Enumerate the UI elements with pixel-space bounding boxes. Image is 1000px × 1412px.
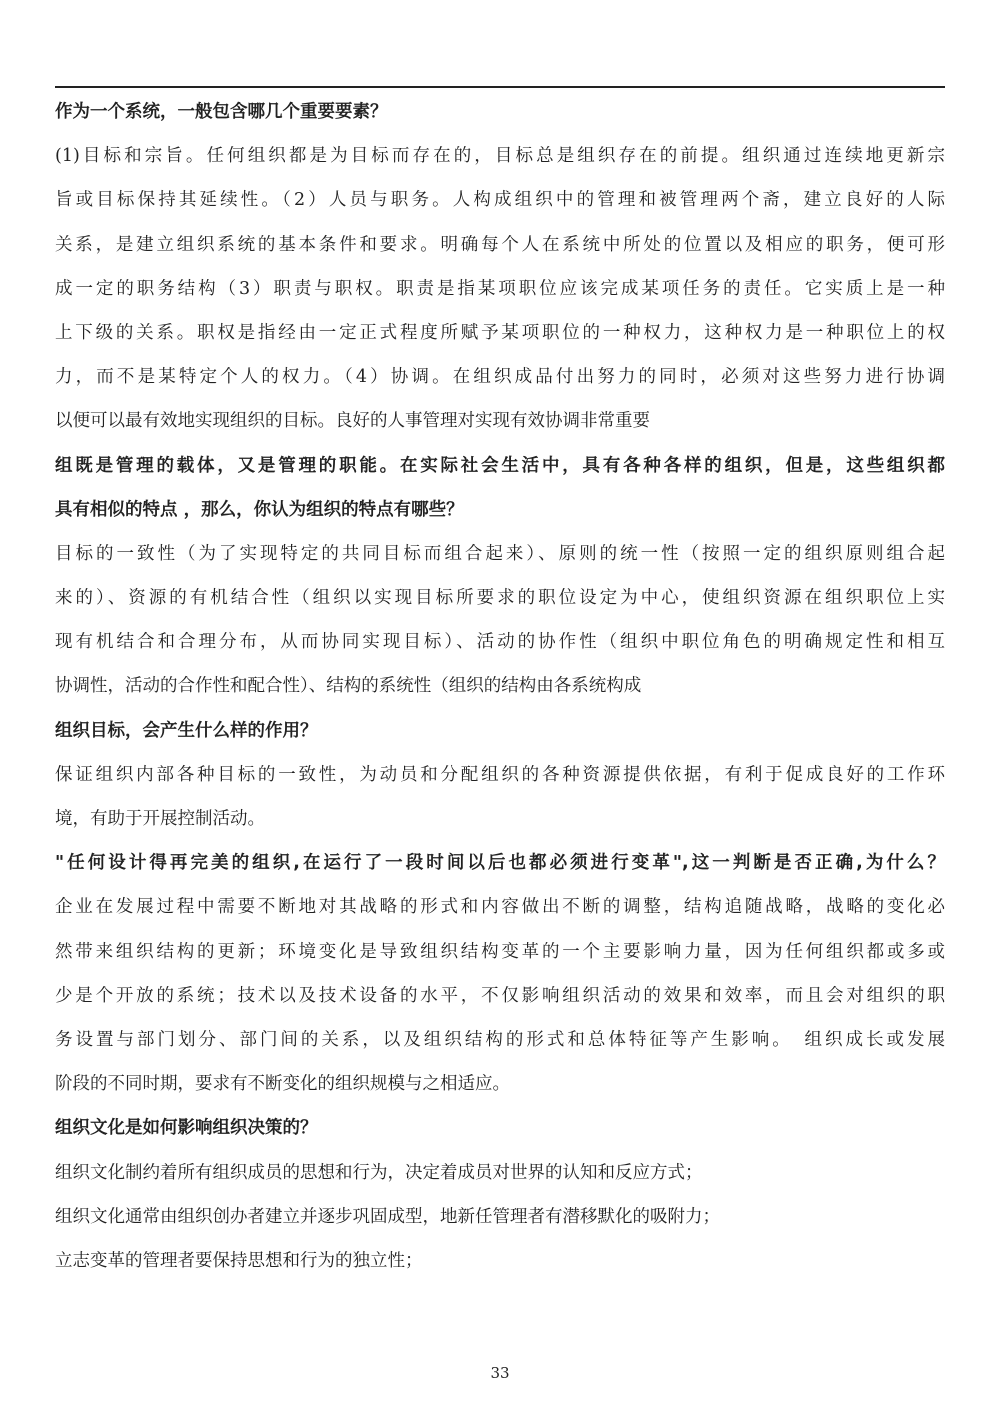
answer-4-line-1: 企业在发展过程中需要不断地对其战略的形式和内容做出不断的调整，结构追随战略，战略的变化必 xyxy=(55,897,945,918)
answer-3-line-2: 境，有助于开展控制活动。 xyxy=(55,809,265,829)
answer-4-line-3: 少是个开放的系统；技术以及技术设备的水平，不仅影响组织活动的效果和效率，而且会对组织的职 xyxy=(55,985,945,1006)
document-body xyxy=(55,90,945,1283)
answer-1-line-5: 上下级的关系。职权是指经由一定正式程度所赋予某项职位的一种权力，这种权力是一种职位上的权 xyxy=(55,322,945,343)
answer-4-line-2: 然带来组织结构的更新；环境变化是导致组织结构变革的一个主要影响力量，因为任何组织都或多或 xyxy=(55,941,945,962)
answer-4-line-4: 务设置与部门划分、部门间的关系，以及组织结构的形式和总体特征等产生影响。 组织成长或发展 xyxy=(55,1029,945,1050)
answer-1-line-1: (1)目标和宗旨。任何组织都是为目标而存在的，目标总是组织存在的前提。组织通过连续地更新宗 xyxy=(55,146,945,167)
answer-1-line-6: 力，而不是某特定个人的权力。（4）协调。在组织成品付出努力的同时，必须对这些努力进行协调 xyxy=(55,367,945,388)
answer-1-line-7: 以便可以最有效地实现组织的目标。良好的人事管理对实现有效协调非常重要 xyxy=(55,411,650,432)
answer-1-line-4: 成一定的职务结构（3）职责与职权。职责是指某项职位应该完成某项任务的责任。它实质上是一种 xyxy=(55,278,945,299)
question-2-line-1: 组既是管理的载体，又是管理的职能。在实际社会生活中，具有各种各样的组织，但是，这些组织都 xyxy=(55,455,945,476)
answer-2-line-1: 目标的一致性（为了实现特定的共同目标而组合起来）、原则的统一性（按照一定的组织原则组合起 xyxy=(55,543,945,564)
question-2-line-2: 具有相似的特点 ，那么，你认为组织的特点有哪些？ xyxy=(55,499,464,520)
answer-5-line-3: 立志变革的管理者要保持思想和行为的独立性； xyxy=(55,1250,423,1271)
question-1: 作为一个系统，一般包含哪几个重要要素？ xyxy=(55,102,388,122)
header-rule xyxy=(55,86,945,88)
answer-2-line-2: 来的）、资源的有机结合性（组织以实现目标所要求的职位设定为中心，使组织资源在组织职位上实 xyxy=(55,588,945,609)
answer-1-line-3: 关系，是建立组织系统的基本条件和要求。明确每个人在系统中所处的位置以及相应的职务，便可形 xyxy=(55,234,945,255)
answer-2-line-3: 现有机结合和合理分布，从而协同实现目标）、活动的协作性（组织中职位角色的明确规定性和相互 xyxy=(55,632,945,653)
answer-1-line-2: 旨或目标保持其延续性。（2）人员与职务。人构成组织中的管理和被管理两个斋，建立良好的人际 xyxy=(55,190,945,211)
answer-4-line-5: 阶段的不同时期，要求有不断变化的组织规模与之相适应。 xyxy=(55,1074,510,1095)
question-3: 组织目标，会产生什么样的作用？ xyxy=(55,720,318,741)
answer-5-line-2: 组织文化通常由组织创办者建立并逐步巩固成型，地新任管理者有潜移默化的吸附力； xyxy=(55,1206,720,1227)
page-number: 33 xyxy=(490,1364,510,1382)
answer-3-line-1: 保证组织内部各种目标的一致性，为动员和分配组织的各种资源提供依据，有利于促成良好的工作环 xyxy=(55,764,945,785)
question-4: "任何设计得再完美的组织,在运行了一段时间以后也都必须进行变革",这一判断是否正确,为什么？ xyxy=(55,853,945,874)
question-5: 组织文化是如何影响组织决策的？ xyxy=(55,1118,318,1139)
answer-5-line-1: 组织文化制约着所有组织成员的思想和行为，决定着成员对世界的认知和反应方式； xyxy=(55,1162,703,1183)
answer-2-line-4: 协调性，活动的合作性和配合性）、结构的系统性（组织的结构由各系统构成 xyxy=(55,676,642,697)
document-page xyxy=(55,0,945,1412)
